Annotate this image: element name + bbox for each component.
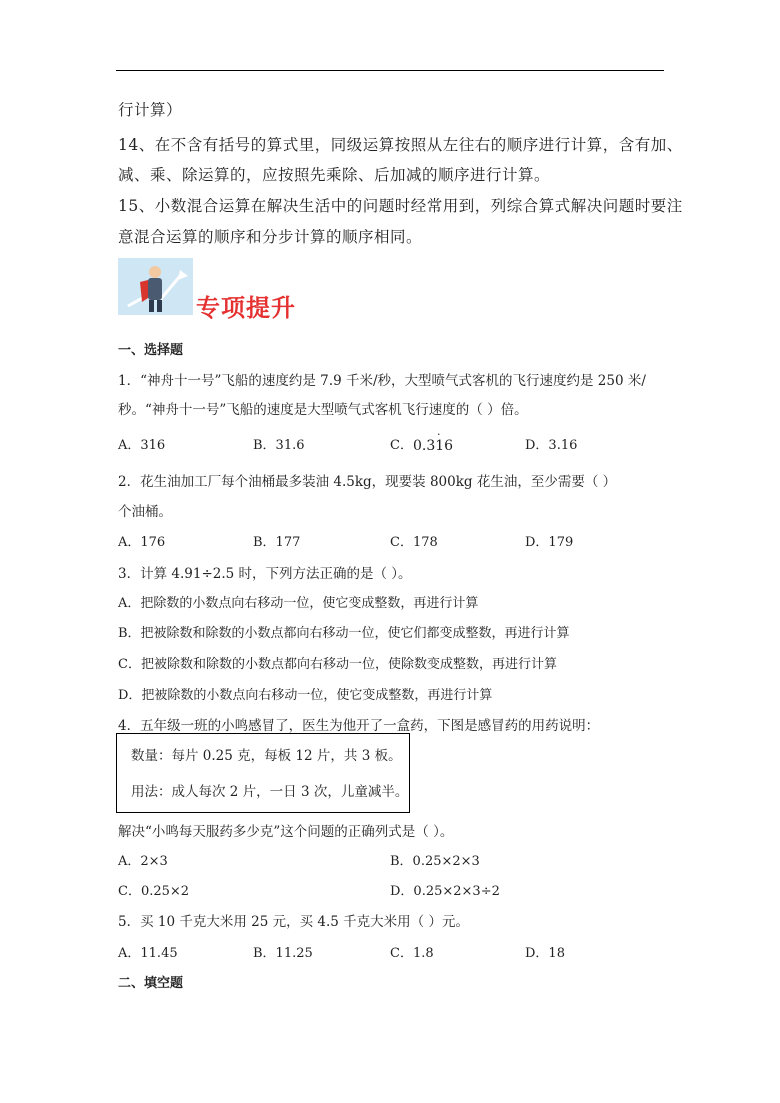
repeating-decimal-dot: · [437, 428, 441, 441]
q1-option-c-value: 0.316 [413, 438, 454, 454]
medicine-dosage-line: 数量：每片 0.25 克，每板 12 片，共 3 板。 [131, 748, 402, 764]
q1-option-d: D．3.16 [525, 438, 578, 453]
banner-illustration [118, 258, 193, 315]
intro-line-3: 减、乘、除运算的，应按照先乘除、后加减的顺序进行计算。 [118, 166, 551, 184]
medicine-instructions-box [116, 733, 410, 813]
section-fill-heading: 二、填空题 [118, 976, 184, 991]
q4-option-c: C．0.25×2 [118, 884, 190, 899]
q1-option-b: B．31.6 [253, 438, 305, 453]
q1-line2: 秒。“神舟十一号”飞船的速度是大型喷气式客机飞行速度的（ ）倍。 [118, 402, 528, 418]
q4-line1: 4．五年级一班的小鸣感冒了，医生为他开了一盒药，下图是感冒药的用药说明： [118, 718, 600, 734]
q5-line1: 5．买 10 千克大米用 25 元，买 4.5 千克大米用（ ）元。 [118, 914, 469, 930]
q3-option-a: A．把除数的小数点向右移动一位，使它变成整数，再进行计算 [118, 596, 479, 611]
intro-line-1: 行计算） [118, 101, 183, 119]
q5-option-a: A．11.45 [118, 946, 178, 961]
q1-option-a: A．316 [118, 438, 166, 453]
q2-option-a: A．176 [118, 535, 166, 550]
q3-option-d: D．把被除数的小数点向右移动一位，使它变成整数，再进行计算 [118, 688, 493, 703]
q2-option-d: D．179 [525, 535, 574, 550]
q5-option-b: B．11.25 [253, 946, 313, 961]
q5-option-d: D．18 [525, 946, 565, 961]
q4-option-a: A．2×3 [118, 854, 168, 869]
q3-line1: 3．计算 4.91÷2.5 时，下列方法正确的是（ ）。 [118, 566, 412, 582]
q1-line1: 1．“神舟十一号”飞船的速度约是 7.9 千米/秒，大型喷气式客机的飞行速度约是 250 米/ [118, 373, 646, 389]
q5-option-c: C．1.8 [390, 946, 434, 961]
medicine-usage-line: 用法：成人每次 2 片，一日 3 次，儿童减半。 [131, 784, 409, 800]
q2-option-c: C．178 [390, 535, 438, 550]
banner-title: 专项提升 [196, 294, 296, 322]
intro-line-5: 意混合运算的顺序和分步计算的顺序相同。 [118, 228, 423, 246]
q4-option-b: B．0.25×2×3 [390, 854, 480, 869]
intro-line-4: 15、小数混合运算在解决生活中的问题时经常用到，列综合算式解决问题时要注 [118, 197, 683, 215]
q1-option-c: C． [390, 438, 413, 453]
intro-line-2: 14、在不含有括号的算式里，同级运算按照从左往右的顺序进行计算，含有加、 [118, 136, 683, 154]
q4-line2: 解决“小鸣每天服药多少克”这个问题的正确列式是（ ）。 [118, 824, 454, 840]
header-rule [116, 70, 664, 71]
q2-line2: 个油桶。 [118, 504, 172, 520]
q2-line1: 2．花生油加工厂每个油桶最多装油 4.5kg，现要装 800kg 花生油，至少需要（ ） [118, 474, 617, 490]
q2-option-b: B．177 [253, 535, 301, 550]
section-choice-heading: 一、选择题 [118, 343, 184, 358]
q3-option-c: C．把被除数和除数的小数点都向右移动一位，使除数变成整数，再进行计算 [118, 657, 557, 672]
q3-option-b: B．把被除数和除数的小数点都向右移动一位，使它们都变成整数，再进行计算 [118, 626, 570, 641]
q4-option-d: D．0.25×2×3÷2 [390, 884, 500, 899]
